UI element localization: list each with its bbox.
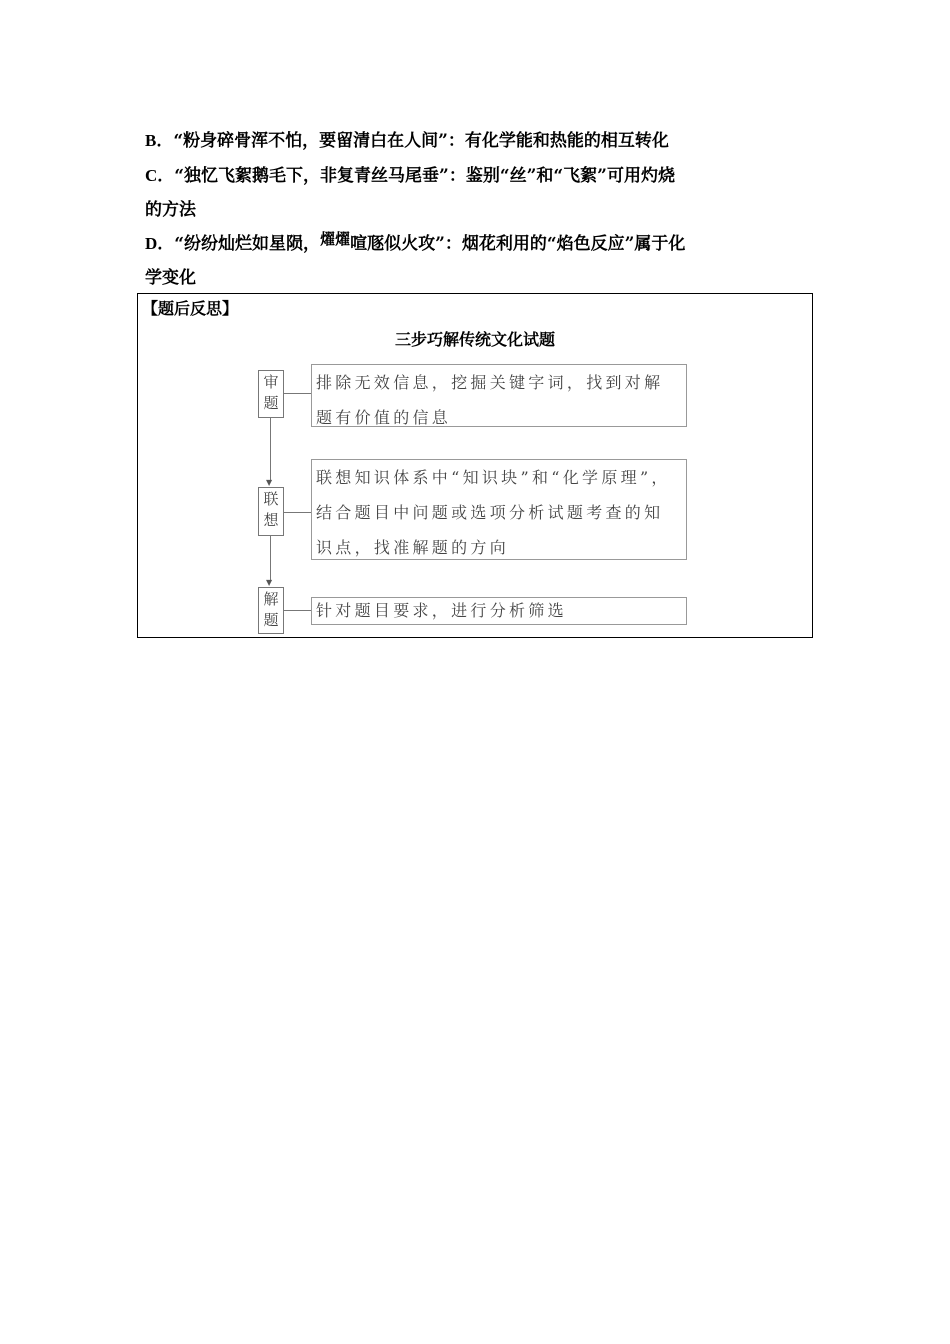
connector-line bbox=[284, 610, 311, 611]
step-solve-box: 解题 bbox=[258, 587, 284, 634]
connector-line bbox=[284, 393, 311, 394]
step-review-box: 审题 bbox=[258, 370, 284, 418]
arrow-down-icon: ▼ bbox=[266, 478, 273, 487]
step-solve-desc: 针对题目要求，进行分析筛选 bbox=[311, 597, 687, 625]
reflection-title: 三步巧解传统文化试题 bbox=[394, 330, 555, 349]
reflection-header: 【题后反思】 bbox=[142, 299, 239, 318]
option-d-label: D． bbox=[145, 234, 175, 253]
option-c-line1 bbox=[145, 161, 675, 186]
option-d-small-word: 燿燿 bbox=[320, 230, 351, 248]
option-c-text: “独忆飞絮鹅毛下，非复青丝马尾垂”：鉴别“丝”和“飞絮”可用灼烧 bbox=[174, 166, 675, 186]
step-associate-box: 联想 bbox=[258, 487, 284, 536]
option-d-line1 bbox=[145, 229, 685, 254]
step-associate-desc: 联想知识体系中“知识块”和“化学原理”，结合题目中问题或选项分析试题考查的知识点，找准解题的方向 bbox=[311, 459, 687, 560]
option-d-text-a: “纷纷灿烂如星陨， bbox=[174, 234, 321, 254]
step-review-desc: 排除无效信息，挖掘关键字词，找到对解题有价值的信息 bbox=[311, 364, 687, 427]
reflection-box bbox=[137, 293, 813, 638]
arrow-down-icon: ▼ bbox=[266, 578, 273, 587]
connector-line bbox=[284, 512, 311, 513]
option-b-text: “粉身碎骨浑不怕，要留清白在人间”：有化学能和热能的相互转化 bbox=[173, 131, 669, 151]
option-c-line2: 的方法 bbox=[145, 200, 196, 220]
option-d-text-b: 喧豗似火攻”：烟花利用的“焰色反应”属于化 bbox=[350, 234, 686, 254]
option-b-label: B． bbox=[145, 131, 174, 150]
option-d-line2: 学变化 bbox=[145, 268, 196, 288]
option-c-label: C． bbox=[145, 166, 175, 185]
option-b bbox=[145, 126, 669, 151]
arrow-line bbox=[270, 418, 271, 482]
arrow-line bbox=[270, 536, 271, 582]
